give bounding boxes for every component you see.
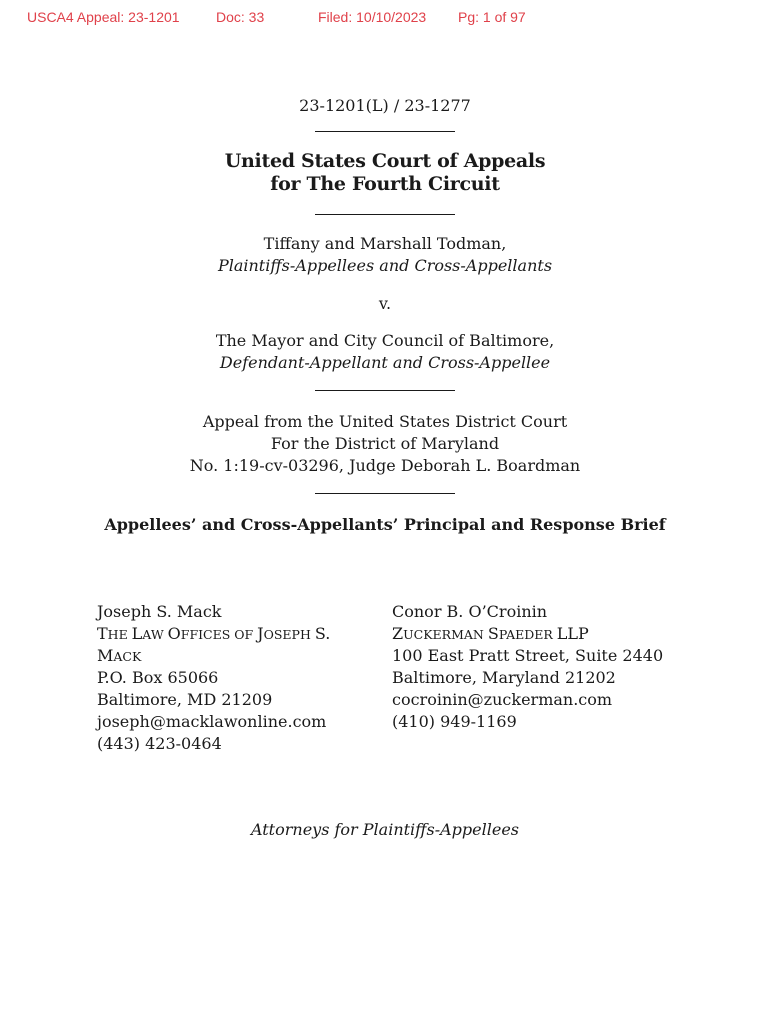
attorney-email: cocroinin@zuckerman.com [392, 690, 613, 709]
address-line2: Baltimore, MD 21209 [97, 690, 273, 709]
brief-title: Appellees’ and Cross-Appellants’ Principal and Response Brief [104, 515, 666, 534]
attorney-email: joseph@macklawonline.com [97, 712, 327, 731]
address-line2: Baltimore, Maryland 21202 [392, 668, 616, 687]
appeal-number-stamp: USCA4 Appeal: 23-1201 [27, 9, 180, 25]
firm-name: ZUCKERMAN SPAEDER LLP [392, 624, 589, 643]
divider-rule [315, 390, 455, 391]
page-count-stamp: Pg: 1 of 97 [458, 9, 526, 25]
attorneys-for: Attorneys for Plaintiffs-Appellees [250, 820, 520, 839]
divider-rule [315, 493, 455, 494]
defendant-name: The Mayor and City Council of Baltimore, [215, 331, 555, 350]
court-name-line1: United States Court of Appeals [224, 150, 546, 172]
defendant-role: Defendant-Appellant and Cross-Appellee [219, 353, 551, 372]
firm-name-line1: THE LAW OFFICES OF JOSEPH S. [97, 624, 331, 643]
attorney-phone: (443) 423-0464 [97, 734, 222, 753]
firm-name-line2: MACK [97, 646, 142, 665]
appeal-info-line1: Appeal from the United States District Court [202, 412, 568, 431]
attorney-block-left [97, 601, 330, 755]
attorney-phone: (410) 949-1169 [392, 712, 517, 731]
doc-number-stamp: Doc: 33 [216, 9, 265, 25]
filed-date-stamp: Filed: 10/10/2023 [318, 9, 427, 25]
address-line1: P.O. Box 65066 [97, 668, 219, 687]
appeal-info-line2: For the District of Maryland [270, 434, 500, 453]
appeal-info-line3: No. 1:19-cv-03296, Judge Deborah L. Boardman [189, 456, 581, 475]
attorney-name: Joseph S. Mack [97, 602, 222, 621]
plaintiffs-role: Plaintiffs-Appellees and Cross-Appellants [217, 256, 553, 275]
court-name-line2: for The Fourth Circuit [270, 173, 500, 195]
divider-rule [315, 131, 455, 132]
attorney-name: Conor B. O’Croinin [392, 602, 548, 621]
divider-rule [315, 214, 455, 215]
address-line1: 100 East Pratt Street, Suite 2440 [392, 646, 664, 665]
plaintiffs-name: Tiffany and Marshall Todman, [263, 234, 507, 253]
versus: v. [378, 294, 392, 313]
attorney-block-right [392, 601, 663, 733]
case-numbers: 23-1201(L) / 23-1277 [299, 96, 471, 115]
